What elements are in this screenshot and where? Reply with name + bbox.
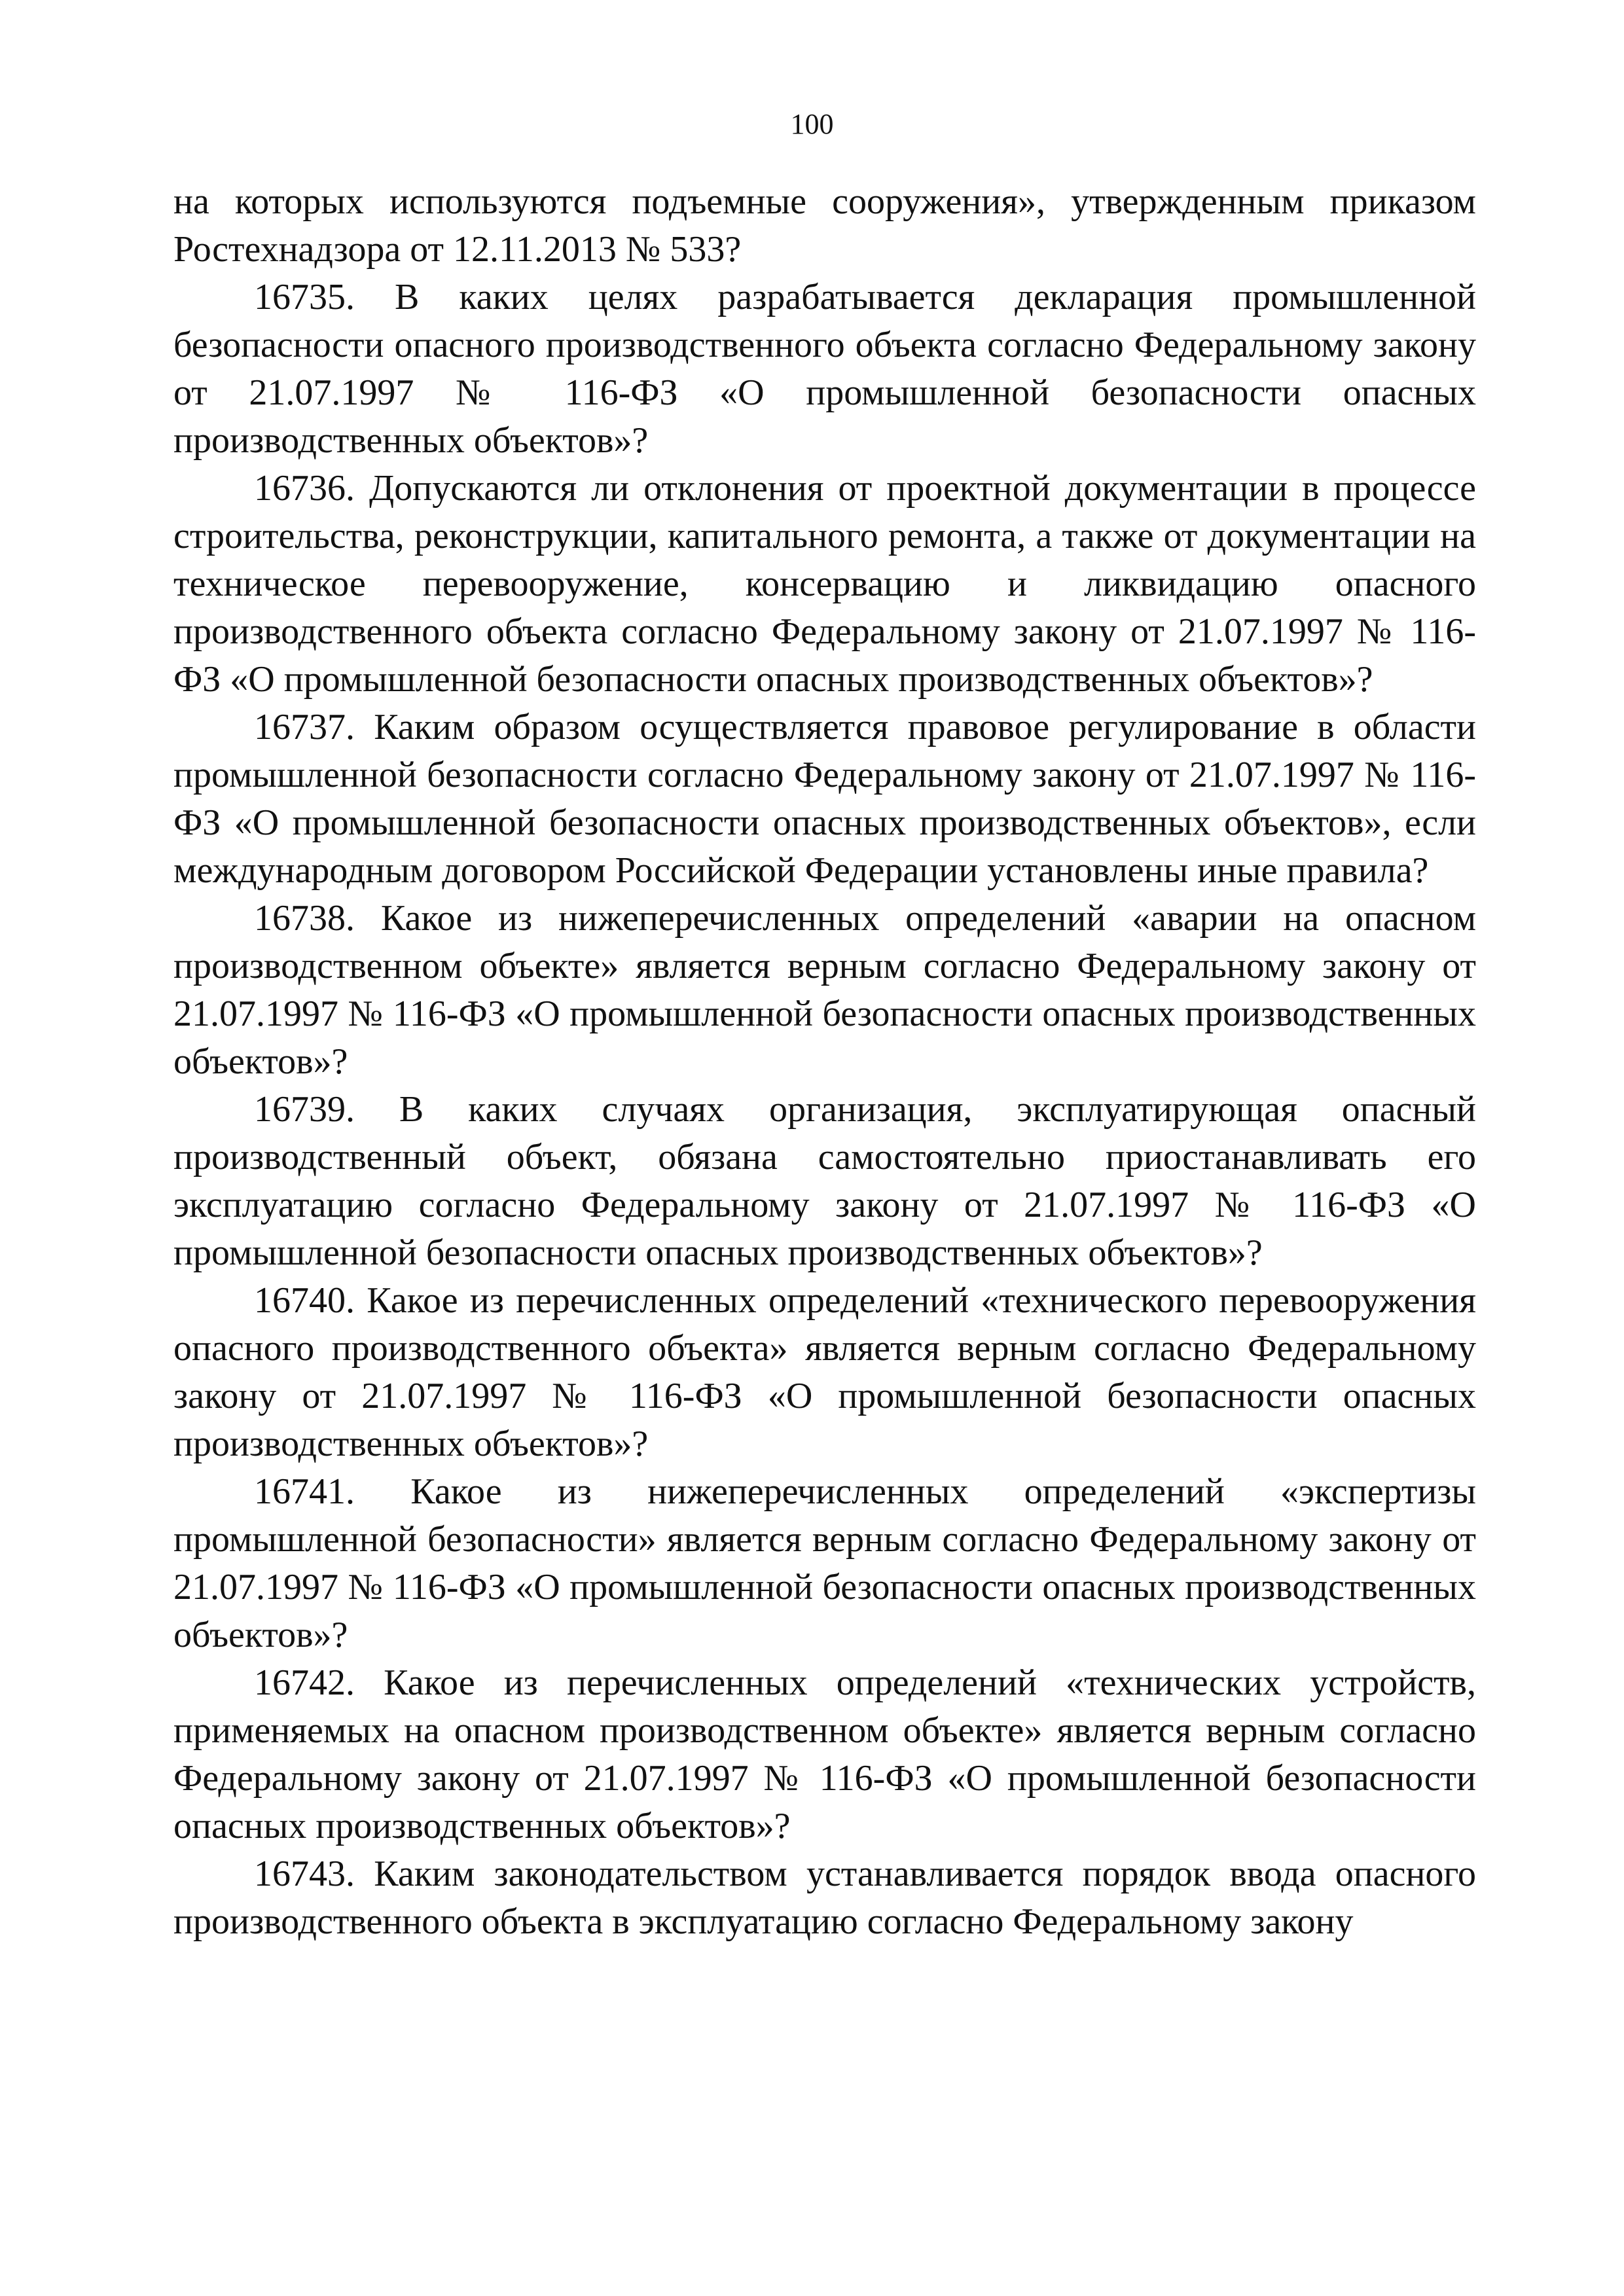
question-16738	[173, 895, 1476, 1086]
question-16735	[173, 274, 1476, 465]
question-16739	[173, 1086, 1476, 1277]
question-number: 16737.	[254, 707, 355, 747]
question-text: Каким законодательством устанавливается порядок ввода опасного производственного объекта в эксплуатацию согласно Федеральному закону	[173, 1854, 1477, 1942]
question-text: Каким образом осуществляется правовое регулирование в области промышленной безопасности согласно Федеральному закону от 21.07.1997 № 116-ФЗ «О промышленной безопасности опасных производственных объектов», если международным договором Российской Федерации установлены иные правила?	[173, 707, 1476, 891]
question-number: 16739.	[254, 1089, 355, 1130]
question-number: 16736.	[254, 468, 355, 509]
question-text: Какое из нижеперечисленных определений «аварии на опасном производственном объекте» является верным согласно Федеральному закону от 21.07.1997 № 116-ФЗ «О промышленной безопасности опасных производственных объектов»?	[173, 898, 1477, 1082]
question-16743	[173, 1850, 1476, 1946]
question-16740	[173, 1277, 1476, 1468]
question-text: Какое из нижеперечисленных определений «экспертизы промышленной безопасности» является верным согласно Федеральному закону от 21.07.1997 № 116-ФЗ «О промышленной безопасности опасных производственных объектов»?	[173, 1471, 1477, 1655]
page-number: 100	[790, 108, 834, 140]
question-text: В каких целях разрабатывается декларация промышленной безопасности опасного производственного объекта согласно Федеральному закону от 21.07.1997 № 116-ФЗ «О промышленной безопасности опасных производственных объектов»?	[173, 277, 1477, 461]
question-text: Какое из перечисленных определений «технических устройств, применяемых на опасном производственном объекте» является верным согласно Федеральному закону от 21.07.1997 № 116-ФЗ «О промышленной безопасности опасных производственных объектов»?	[173, 1662, 1476, 1846]
question-text: Допускаются ли отклонения от проектной документации в процессе строительства, реконструкции, капитального ремонта, а также от документации на техническое перевооружение, консервацию и ликвидацию опасного производственного объекта согласно Федеральному закону от 21.07.1997 № 116-ФЗ «О промышленной безопасности опасных производственных объектов»?	[173, 468, 1476, 700]
question-number: 16742.	[254, 1662, 355, 1703]
question-number: 16735.	[254, 277, 355, 317]
question-number: 16743.	[254, 1854, 355, 1894]
question-number: 16741.	[254, 1471, 355, 1512]
question-16742	[173, 1659, 1476, 1850]
question-16741	[173, 1468, 1476, 1659]
question-16737	[173, 704, 1476, 895]
question-text: В каких случаях организация, эксплуатирующая опасный производственный объект, обязана самостоятельно приостанавливать его эксплуатацию согласно Федеральному закону от 21.07.1997 № 116-ФЗ «О промышленной безопасности опасных производственных объектов»?	[173, 1089, 1476, 1273]
document-body	[173, 178, 1476, 1946]
question-number: 16738.	[254, 898, 355, 939]
question-text: Какое из перечисленных определений «технического перевооружения опасного производственного объекта» является верным согласно Федеральному закону от 21.07.1997 № 116-ФЗ «О промышленной безопасности опасных производственных объектов»?	[173, 1280, 1476, 1464]
question-number: 16740.	[254, 1280, 355, 1321]
continuation-paragraph: на которых используются подъемные сооружения», утвержденным приказом Ростехнадзора от 12.11.2013 № 533?	[173, 181, 1476, 270]
question-16736	[173, 465, 1476, 704]
